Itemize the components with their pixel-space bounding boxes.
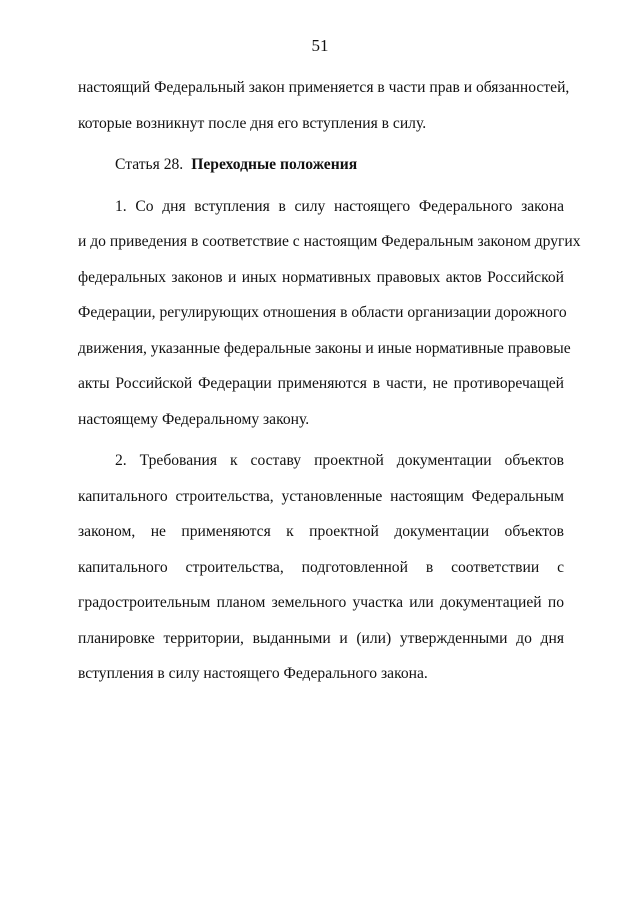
document-body: [78, 70, 581, 692]
paragraph-2-line: планировке территории, выданными и (или) утвержденными до дня: [78, 629, 564, 647]
paragraph-2-line: вступления в силу настоящего Федерального закона.: [78, 665, 428, 682]
paragraph-2-line: градостроительным планом земельного участка или документацией по: [78, 594, 564, 611]
paragraph-1-line: 1. Со дня вступления в силу настоящего Федерального закона: [115, 197, 564, 215]
paragraph-2-line: капитального строительства, установленные настоящим Федеральным: [78, 487, 564, 505]
article-number: Статья 28.: [115, 156, 184, 173]
paragraph-1-line: Федерации, регулирующих отношения в области организации дорожного: [78, 304, 567, 321]
paragraph-2-line: законом, не применяются к проектной документации объектов: [78, 523, 564, 540]
page-number: 51: [311, 36, 329, 55]
paragraph-1-line: и до приведения в соответствие с настоящим Федеральным законом других: [78, 233, 581, 250]
paragraph-2-line: капитального строительства, подготовленной в соответствии с: [78, 558, 564, 576]
paragraph-1-line: движения, указанные федеральные законы и иные нормативные правовые: [78, 339, 571, 357]
paragraph-2-line: 2. Требования к составу проектной документации объектов: [115, 452, 564, 469]
intro-line: которые возникнут после дня его вступления в силу.: [78, 114, 427, 132]
paragraph-1-line: акты Российской Федерации применяются в части, не противоречащей: [78, 375, 564, 392]
paragraph-1-line: федеральных законов и иных нормативных правовых актов Российской: [78, 268, 564, 286]
article-heading: [78, 147, 564, 183]
paragraph-1-line: настоящему Федеральному закону.: [78, 410, 310, 428]
intro-line: настоящий Федеральный закон применяется в части прав и обязанностей,: [78, 79, 570, 96]
article-title: Переходные положения: [191, 156, 358, 173]
